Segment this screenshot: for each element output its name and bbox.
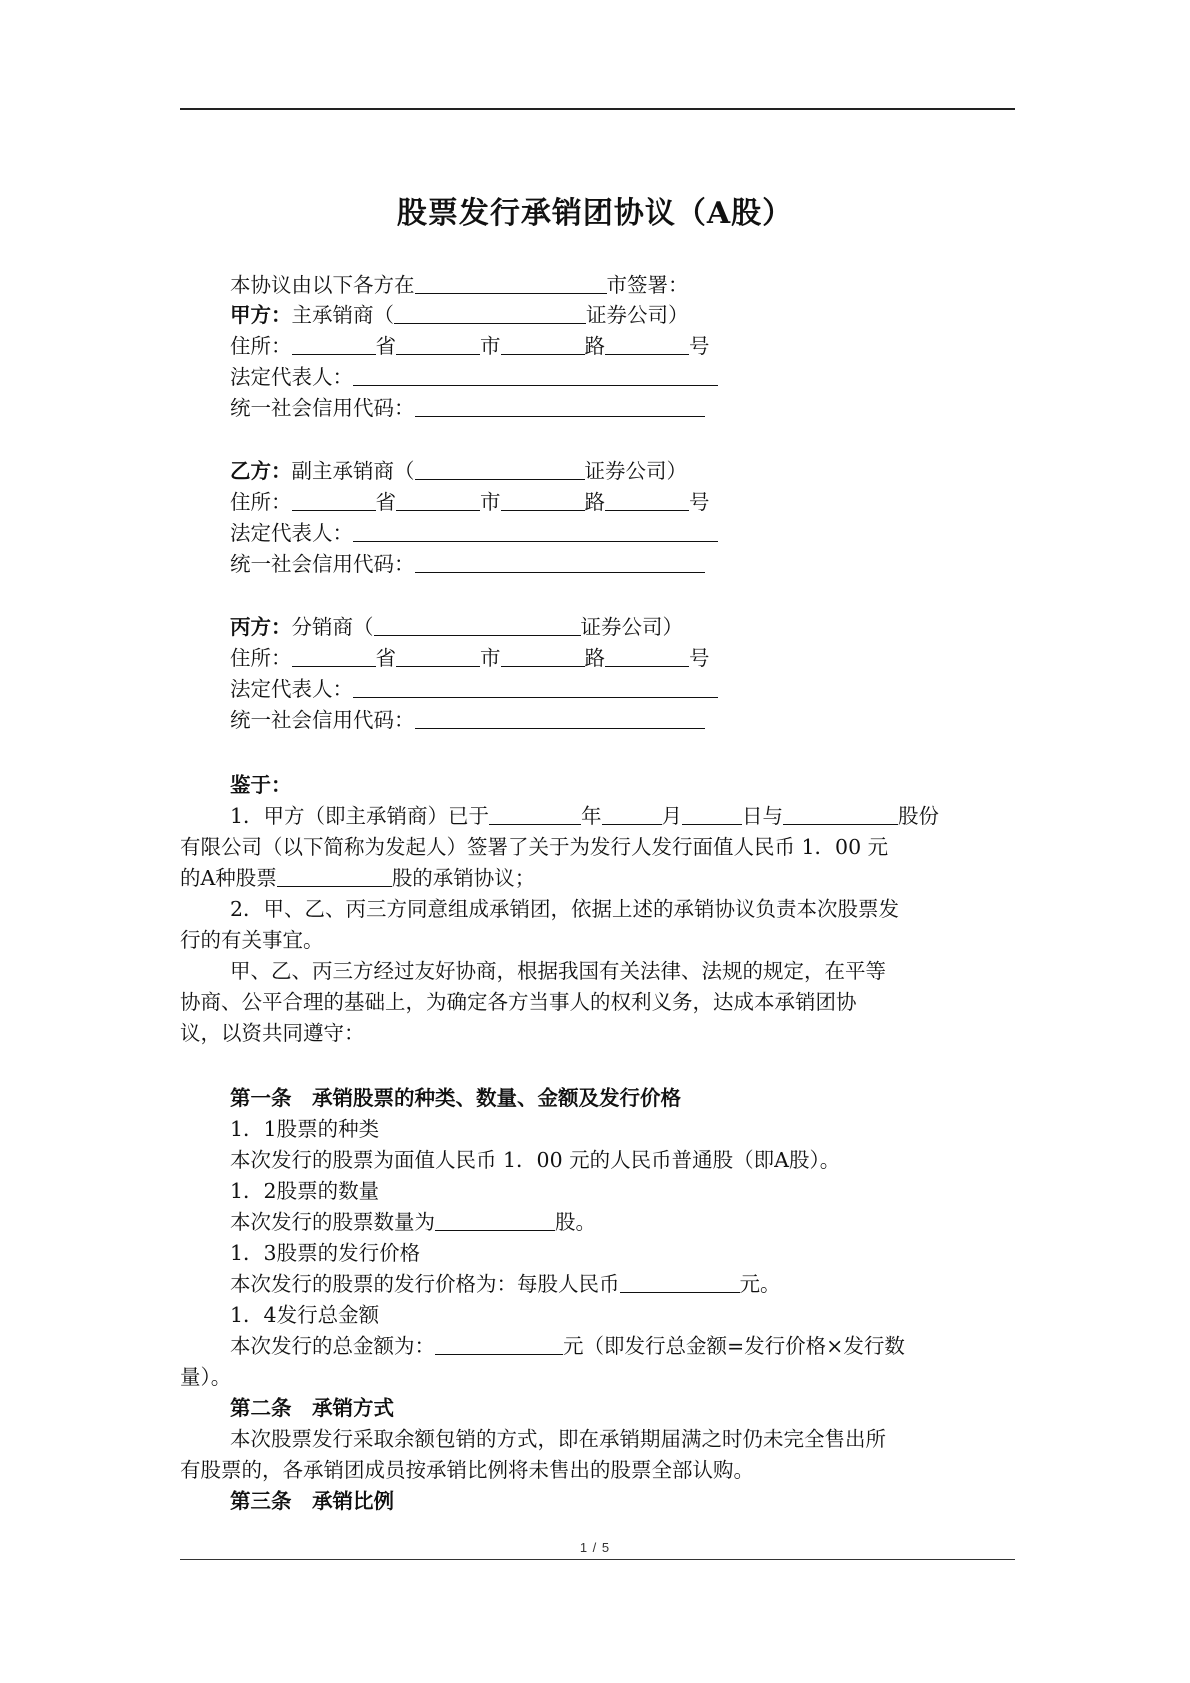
party-a-legal-rep-line: 法定代表人： — [230, 363, 718, 391]
party-c-company-blank[interactable] — [374, 615, 581, 636]
party-b-legal-rep-blank[interactable] — [353, 521, 718, 542]
party-c-credit-code-blank[interactable] — [415, 708, 705, 729]
article1-s4-text: 本次发行的总金额为： 元（即发行总金额=发行价格×发行数 — [230, 1334, 905, 1358]
article1-s1-text: 本次发行的股票为面值人民币 1．00 元的人民币普通股（即A股）。 — [230, 1148, 841, 1172]
party-b-province-blank[interactable] — [292, 490, 376, 511]
party-a-credit-code-line: 统一社会信用代码： — [230, 394, 705, 422]
party-b-address-line: 住所： 省 市 路 号 — [230, 490, 710, 514]
issuer-company-blank[interactable] — [783, 804, 898, 825]
party-a-province-blank[interactable] — [292, 334, 376, 355]
article1-s2-text: 本次发行的股票数量为 股。 — [230, 1210, 596, 1234]
article1-s3-title: 1．3股票的发行价格 — [230, 1241, 421, 1265]
party-c-road-blank[interactable] — [501, 646, 585, 667]
whereas-para-line2: 协商、公平合理的基础上，为确定各方当事人的权利义务，达成本承销团协 — [180, 990, 857, 1014]
article1-s4-title: 1．4发行总金额 — [230, 1303, 380, 1327]
article3-heading: 第三条 承销比例 — [230, 1489, 394, 1513]
page-number: 1 / 5 — [579, 1540, 611, 1555]
party-b-role-line: 乙方：副主承销商（ 证券公司） — [230, 459, 687, 483]
party-a-legal-rep-blank[interactable] — [353, 365, 718, 386]
party-c-province-blank[interactable] — [292, 646, 376, 667]
party-b-credit-code-blank[interactable] — [415, 552, 705, 573]
agreement-month-blank[interactable] — [602, 804, 662, 825]
whereas-item1-line2: 有限公司（以下简称为发起人）签署了关于为发行人发行面值人民币 1．00 元 — [180, 835, 889, 859]
header-rule — [180, 108, 1015, 110]
article1-s3-text: 本次发行的股票的发行价格为：每股人民币 元。 — [230, 1272, 781, 1296]
article1-s2-title: 1．2股票的数量 — [230, 1179, 380, 1203]
article2-heading: 第二条 承销方式 — [230, 1396, 394, 1420]
agreement-day-blank[interactable] — [682, 804, 742, 825]
whereas-item1-line1: 1．甲方（即主承销商）已于 年 月 日与 股份 — [230, 804, 940, 828]
party-a-credit-code-blank[interactable] — [415, 396, 705, 417]
party-a-role-line: 甲方：主承销商（ 证券公司） — [230, 303, 689, 327]
party-c-city-blank[interactable] — [396, 646, 480, 667]
party-b-company-blank[interactable] — [415, 459, 585, 480]
party-c-number-blank[interactable] — [605, 646, 689, 667]
article2-line2: 有股票的，各承销团成员按承销比例将未售出的股票全部认购。 — [180, 1458, 754, 1482]
party-a-road-blank[interactable] — [501, 334, 585, 355]
a-share-quantity-blank[interactable] — [277, 866, 392, 887]
whereas-item2-line1: 2．甲、乙、丙三方同意组成承销团，依据上述的承销协议负责本次股票发 — [230, 897, 900, 921]
document-title: 股票发行承销团协议（A股） — [396, 196, 794, 231]
whereas-item1-line3: 的A种股票 股的承销协议； — [180, 866, 536, 890]
issue-price-blank[interactable] — [620, 1272, 740, 1293]
party-b-credit-code-line: 统一社会信用代码： — [230, 550, 705, 578]
article1-s1-title: 1．1股票的种类 — [230, 1117, 380, 1141]
whereas-para-line3: 议，以资共同遵守： — [180, 1021, 365, 1045]
signing-city-blank[interactable] — [415, 273, 607, 294]
party-b-road-blank[interactable] — [501, 490, 585, 511]
party-c-credit-code-line: 统一社会信用代码： — [230, 706, 705, 734]
party-c-role-line: 丙方：分销商（ 证券公司） — [230, 615, 683, 639]
whereas-item2-line2: 行的有关事宜。 — [180, 928, 324, 952]
party-a-company-blank[interactable] — [394, 303, 586, 324]
footer-rule — [180, 1559, 1015, 1560]
party-c-address-line: 住所： 省 市 路 号 — [230, 646, 710, 670]
intro-line: 本协议由以下各方在 市签署： — [230, 273, 689, 297]
party-c-legal-rep-blank[interactable] — [353, 677, 718, 698]
agreement-year-blank[interactable] — [489, 804, 581, 825]
party-a-city-blank[interactable] — [396, 334, 480, 355]
party-c-legal-rep-line: 法定代表人： — [230, 675, 718, 703]
article1-s4-line2: 量）。 — [180, 1365, 232, 1389]
whereas-para-line1: 甲、乙、丙三方经过友好协商，根据我国有关法律、法规的规定，在平等 — [230, 959, 886, 983]
whereas-heading: 鉴于： — [230, 773, 292, 797]
article1-heading: 第一条 承销股票的种类、数量、金额及发行价格 — [230, 1086, 681, 1110]
article2-line1: 本次股票发行采取余额包销的方式，即在承销期届满之时仍未完全售出所 — [230, 1427, 886, 1451]
party-a-number-blank[interactable] — [605, 334, 689, 355]
party-b-legal-rep-line: 法定代表人： — [230, 519, 718, 547]
party-b-city-blank[interactable] — [396, 490, 480, 511]
party-a-address-line: 住所： 省 市 路 号 — [230, 334, 710, 358]
party-b-number-blank[interactable] — [605, 490, 689, 511]
total-amount-blank[interactable] — [435, 1334, 563, 1355]
issue-quantity-blank[interactable] — [435, 1210, 555, 1231]
